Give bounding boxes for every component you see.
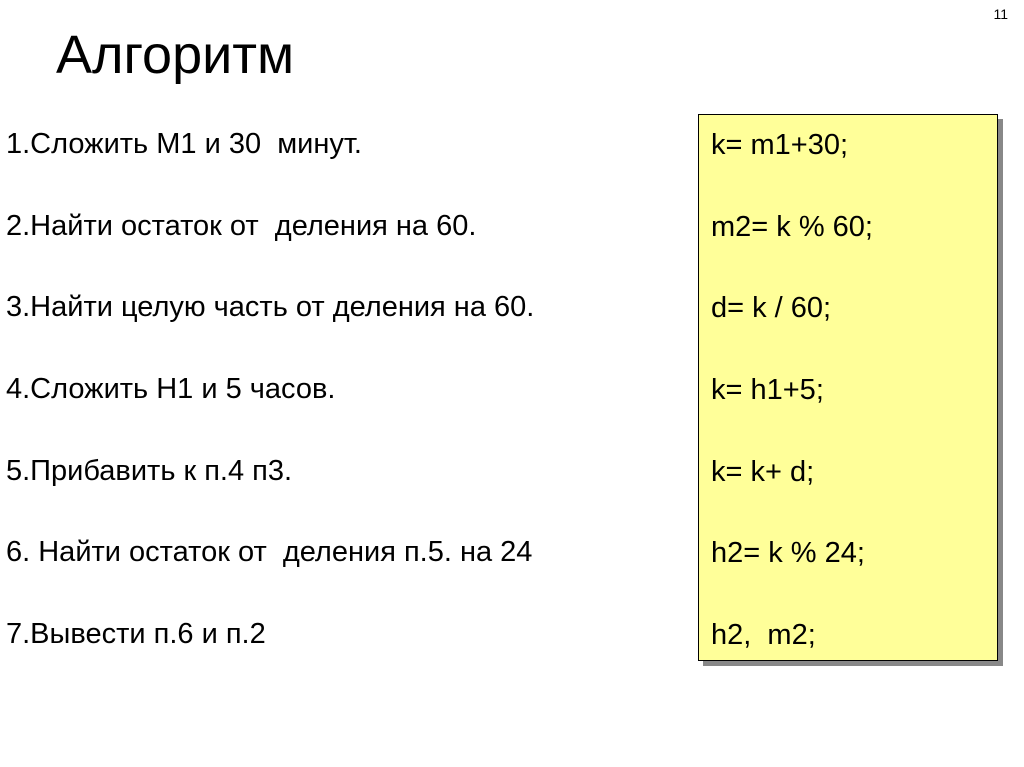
- step-3: 3.Найти целую часть от деления на 60.: [6, 291, 535, 324]
- code-box: [698, 114, 998, 661]
- step-6: 6. Найти остаток от деления п.5. на 24: [6, 536, 533, 569]
- code-line-7: h2, m2;: [711, 619, 816, 652]
- code-line-5: k= k+ d;: [711, 455, 815, 488]
- algorithm-steps-list: [6, 120, 534, 692]
- code-line-3: d= k / 60;: [711, 292, 832, 325]
- step-2: 2.Найти остаток от деления на 60.: [6, 209, 477, 242]
- code-line-4: k= h1+5;: [711, 374, 824, 407]
- slide-title: Алгоритм: [56, 25, 295, 85]
- page-number: 11: [993, 6, 1008, 22]
- code-lines: [711, 121, 873, 693]
- step-4: 4.Сложить Н1 и 5 часов.: [6, 373, 336, 406]
- code-line-1: k= m1+30;: [711, 129, 849, 161]
- step-7: 7.Вывести п.6 и п.2: [6, 618, 266, 651]
- code-line-6: h2= k % 24;: [711, 537, 865, 570]
- step-1: 1.Сложить М1 и 30 минут.: [6, 128, 362, 160]
- code-line-2: m2= k % 60;: [711, 210, 873, 243]
- step-5: 5.Прибавить к п.4 п3.: [6, 454, 293, 487]
